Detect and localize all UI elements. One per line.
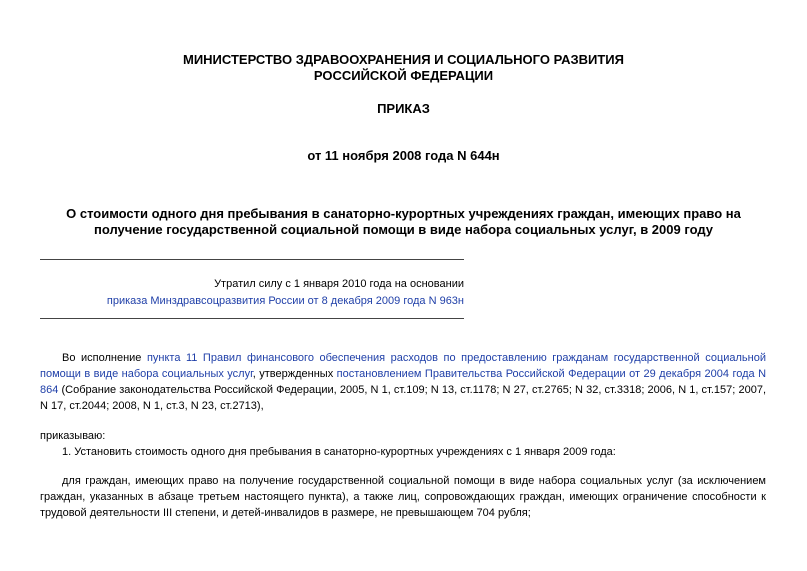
ministry-heading [0,52,807,84]
repeal-order-link[interactable]: приказа Минздравсоцразвития России от 8 декабря 2009 года N 963н [106,295,464,307]
document-date: от 11 ноября 2008 года N 644н [307,148,500,163]
divider-bottom [40,318,464,319]
preamble-prefix: Во исполнение [62,352,142,364]
document-type: ПРИКАЗ [377,101,430,116]
status-note-text: Утратил силу с 1 января 2010 года на основании [214,278,464,290]
rules-point-11-link[interactable]: пункта 11 Правил финансового обеспечения расходов по предоставлению гражданам государственной социальной помощи в виде набора социальных услуг [40,352,767,380]
ministry-line-1: МИНИСТЕРСТВО ЗДРАВООХРАНЕНИЯ И СОЦИАЛЬНОГО РАЗВИТИЯ [183,52,624,67]
item-1: 1. Установить стоимость одного дня пребывания в санаторно-курортных учреждениях с 1 января 2009 года: [62,446,616,458]
order-word: приказываю: [40,430,106,442]
ministry-line-2: РОССИЙСКОЙ ФЕДЕРАЦИИ [313,68,494,83]
preamble-paragraph [40,350,766,414]
preamble-middle: , утвержденных [252,368,334,380]
item-1-text: для граждан, имеющих право на получение государственной социальной помощи в виде набора социальных услуг (за исключением граждан, указанных в абзаце третьем настоящего пункта), а также лиц, сопровождающих граждан, имеющих ограничение способности к трудовой деятельности III степени, и детей-инвалидов в размере, не превышающем 704 рубля; [40,475,766,519]
title-line-2: получение государственной социальной помощи в виде набора социальных услуг, в 2009 году [93,222,713,237]
divider-top [40,259,464,260]
document-title [0,206,807,238]
government-decree-link[interactable]: постановлением Правительства Российской Федерации от 29 декабря 2004 года N 864 [40,368,767,396]
title-line-1: О стоимости одного дня пребывания в санаторно-курортных учреждениях граждан, имеющих право на [66,206,741,221]
preamble-suffix: (Собрание законодательства Российской Федерации, 2005, N 1, ст.109; N 13, ст.1178; N 27, ст.2765; N 32, ст.3318; 2006, N 1, ст.157; 2007, N 17, ст.2044; 2008, N 1, ст.3, N 23, ст.2713), [40,384,766,412]
status-note-link-row [40,294,464,308]
